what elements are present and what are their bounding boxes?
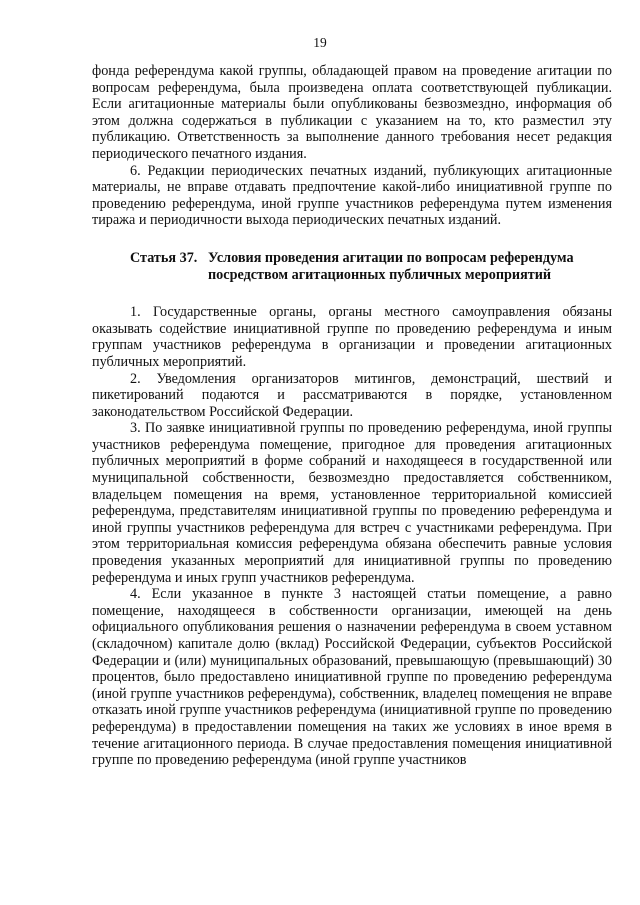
- paragraph-item-1: 1. Государственные органы, органы местного самоуправления обязаны оказывать содействие инициативной группе по проведению референдума и иным группам участников референдума в организации и проведении агитационных публичных мероприятий.: [92, 304, 612, 370]
- paragraph-item-4: 4. Если указанное в пункте 3 настоящей статьи помещение, а равно помещение, находящееся в собственности организации, имеющей на день официального опубликования решения о назначении референдума в своем уставном (складочном) капитале долю (вклад) Российской Федерации, субъектов Российской Федерации и (или) муниципальных образований, превышающую (превышающий) 30 процентов, было предоставлено инициативной группе по проведению референдума (иной группе участников референдума), собственник, владелец помещения не вправе отказать иной группе участников референдума (инициативной группе по проведению референдума) в предоставлении помещения на таких же условиях в иное время в течение агитационного периода. В случае предоставления помещения инициативной группе по проведению референдума (иной группе участников: [92, 586, 612, 769]
- paragraph-item-6: 6. Редакции периодических печатных изданий, публикующих агитационные материалы, не вправе отдавать предпочтение какой-либо инициативной группе по проведению референдума, иной группе участников референдума путем изменения тиража и периодичности выхода периодических печатных изданий.: [92, 162, 612, 229]
- paragraph-item-2: 2. Уведомления организаторов митингов, демонстраций, шествий и пикетирований подаются и рассматриваются в порядке, установленном законодательством Российской Федерации.: [92, 370, 612, 420]
- document-body: [92, 63, 612, 769]
- paragraph-continuation: фонда референдума какой группы, обладающей правом на проведение агитации по вопросам референдума, была произведена оплата соответствующей публикации. Если агитационные материалы были опубликованы безвозмездно, информация об этом должна содержаться в публикации с указанием на то, кто разместил эту публикацию. Ответственность за выполнение данного требования несет редакция периодического печатного издания.: [92, 63, 612, 162]
- paragraph-item-3: 3. По заявке инициативной группы по проведению референдума, иной группы участников референдума помещение, пригодное для проведения агитационных публичных мероприятий в форме собраний и находящееся в государственной или муниципальной собственности, безвозмездно предоставляется собственником, владельцем помещения на время, установленное территориальной комиссией референдума, представителям инициативной группы по проведению референдума и иной группы участников референдума для встреч с участниками референдума. При этом территориальная комиссия референдума обязана обеспечить равные условия проведения указанных мероприятий для инициативной группы по проведению референдума и иных групп участников референдума.: [92, 420, 612, 586]
- article-title: Условия проведения агитации по вопросам референдума посредством агитационных публичных мероприятий: [208, 249, 574, 283]
- article-heading: [92, 250, 612, 283]
- page-number: 19: [313, 35, 327, 50]
- article-number: Статья 37.: [130, 249, 198, 266]
